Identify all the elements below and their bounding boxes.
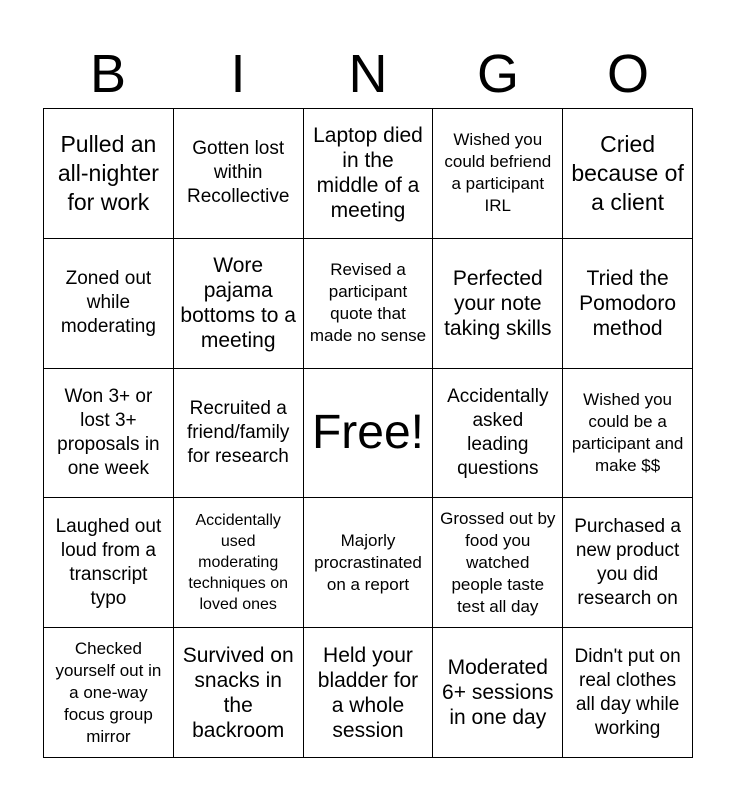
bingo-cell-1-4[interactable] — [433, 109, 563, 239]
bingo-cell-3-2[interactable] — [174, 369, 304, 499]
bingo-cell-2-5[interactable] — [563, 239, 693, 369]
cell-text: Perfected your note taking skills — [444, 266, 552, 340]
cell-text: Won 3+ or lost 3+ proposals in one week — [57, 385, 160, 479]
bingo-cell-5-4[interactable] — [433, 628, 563, 758]
cell-text: Recruited a friend/family for research — [186, 397, 290, 467]
bingo-cell-3-4[interactable] — [433, 369, 563, 499]
header-letter-n: N — [348, 44, 388, 104]
cell-text: Didn't put on real clothes all day while working — [574, 645, 681, 739]
bingo-cell-5-5[interactable] — [563, 628, 693, 758]
cell-text: Checked yourself out in a one-way focus group mirror — [55, 638, 162, 746]
cell-text: Held your bladder for a whole session — [317, 643, 419, 742]
cell-text: Laptop died in the middle of a meeting — [313, 124, 423, 223]
header-letter-o: O — [606, 44, 649, 104]
bingo-cell-4-2[interactable] — [174, 498, 304, 628]
cell-text: Moderated 6+ sessions in one day — [442, 656, 554, 730]
cell-text: Majorly procrastinated on a report — [314, 530, 422, 594]
header-letter-i: I — [230, 44, 246, 104]
bingo-cell-4-4[interactable] — [433, 498, 563, 628]
bingo-cell-3-1[interactable] — [44, 369, 174, 499]
bingo-board — [43, 108, 693, 758]
bingo-cell-4-3[interactable] — [304, 498, 434, 628]
cell-text: Wore pajama bottoms to a meeting — [180, 254, 296, 353]
free-space-text: Free! — [311, 405, 424, 459]
header-letter-g: G — [476, 44, 519, 104]
bingo-cell-2-4[interactable] — [433, 239, 563, 369]
header-letter-b: B — [89, 44, 127, 104]
bingo-cell-4-5[interactable] — [563, 498, 693, 628]
cell-text: Gotten lost within Recollective — [186, 138, 290, 208]
cell-text: Survived on snacks in the backroom — [182, 643, 294, 742]
bingo-cell-1-1[interactable] — [44, 109, 174, 239]
cell-text: Revised a participant quote that made no sense — [309, 260, 427, 346]
bingo-cell-3-5[interactable] — [563, 369, 693, 499]
cell-text: Accidentally used moderating techniques on loved ones — [188, 512, 289, 614]
cell-text: Laughed out loud from a transcript typo — [55, 515, 162, 609]
bingo-header — [43, 40, 693, 108]
cell-text: Zoned out while moderating — [60, 268, 156, 338]
bingo-cell-1-3[interactable] — [304, 109, 434, 239]
bingo-cell-5-1[interactable] — [44, 628, 174, 758]
bingo-cell-1-2[interactable] — [174, 109, 304, 239]
cell-text: Pulled an all-nighter for work — [57, 130, 159, 215]
bingo-cell-free[interactable] — [304, 369, 434, 499]
cell-text: Purchased a new product you did research on — [574, 515, 681, 609]
bingo-cell-2-1[interactable] — [44, 239, 174, 369]
cell-text: Wished you could be a participant and make $$ — [571, 389, 684, 475]
bingo-cell-2-2[interactable] — [174, 239, 304, 369]
bingo-cell-5-2[interactable] — [174, 628, 304, 758]
cell-text: Wished you could befriend a participant IRL — [444, 130, 552, 216]
bingo-cell-1-5[interactable] — [563, 109, 693, 239]
bingo-cell-2-3[interactable] — [304, 239, 434, 369]
bingo-cell-4-1[interactable] — [44, 498, 174, 628]
cell-text: Tried the Pomodoro method — [579, 266, 677, 340]
cell-text: Grossed out by food you watched people taste test all day — [440, 508, 556, 616]
cell-text: Cried because of a client — [571, 130, 684, 215]
bingo-cell-5-3[interactable] — [304, 628, 434, 758]
cell-text: Accidentally asked leading questions — [447, 385, 549, 479]
